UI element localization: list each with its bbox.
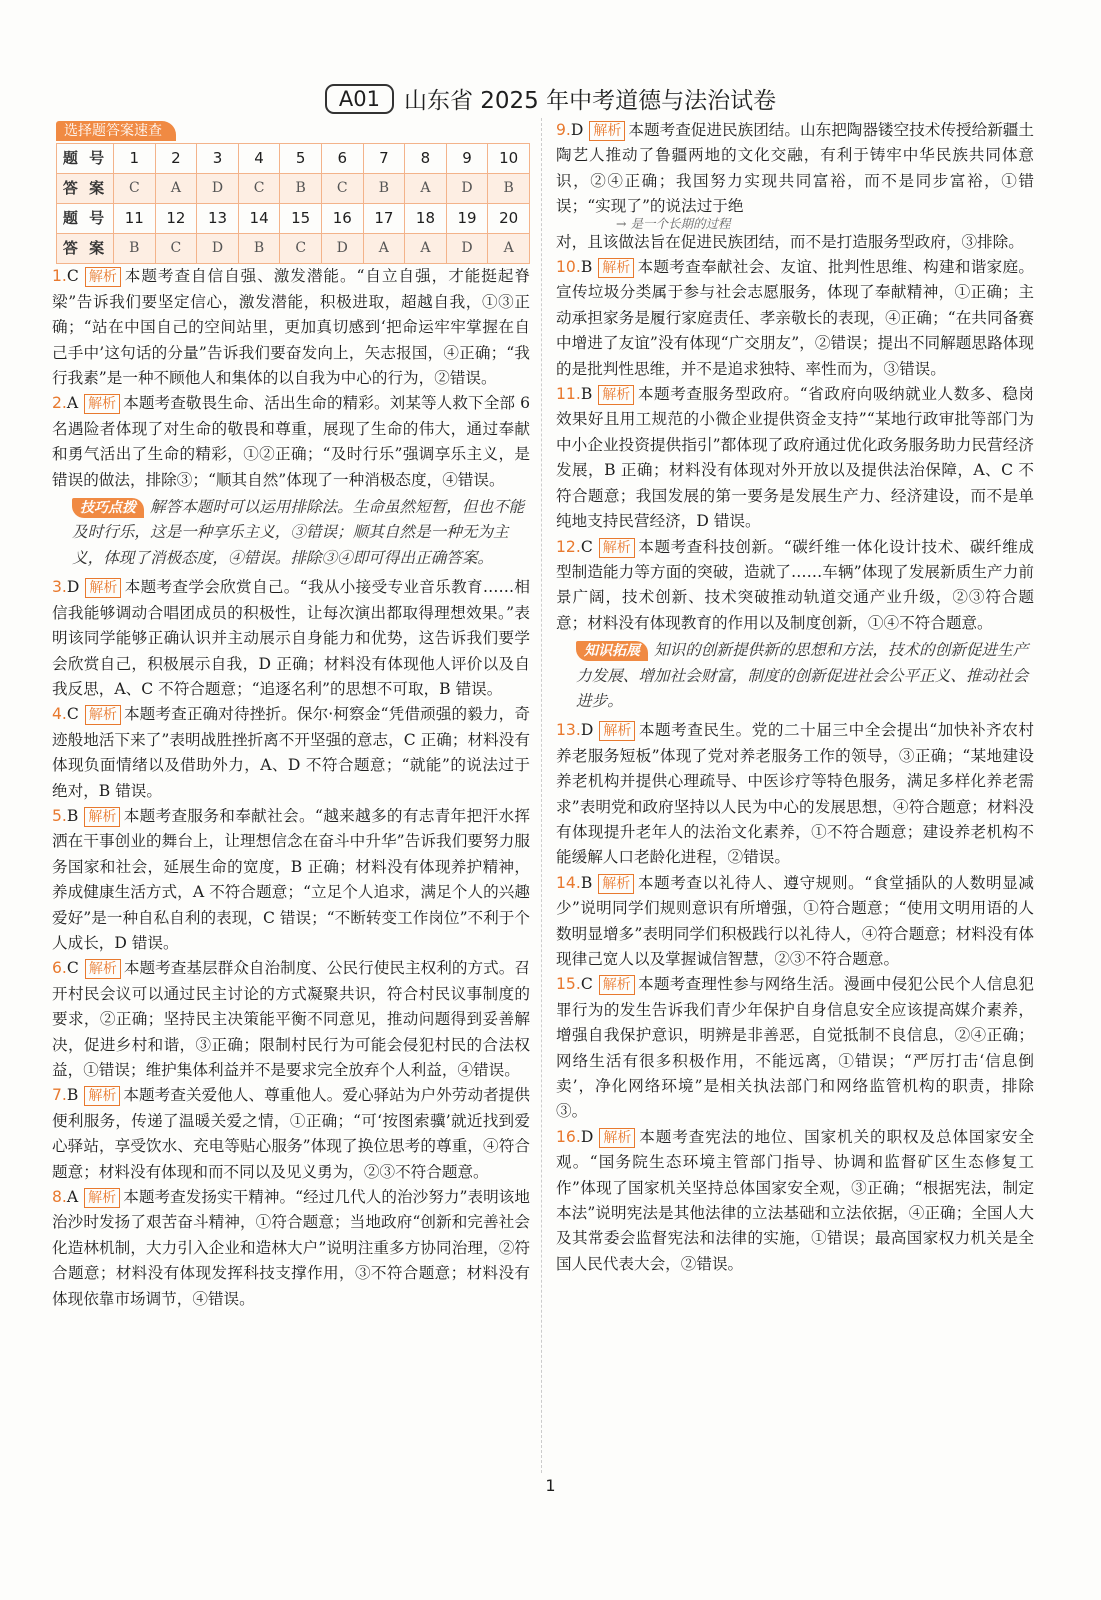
analysis-tag: 解析 bbox=[85, 705, 121, 725]
knowledge-box: 知识拓展 知识的创新提供新的思想和方法，技术的创新促进生产力发展、增加社会财富，制度的创新促进社会公平正义、推动社会进步。 bbox=[576, 641, 1029, 710]
analysis-tag: 解析 bbox=[85, 267, 121, 287]
table-cell: 5 bbox=[280, 144, 322, 174]
question-7: 7.B 解析 本题考查关爱他人、尊重他人。爱心驿站为户外劳动者提供便利服务，传递了温暖关爱之情，①正确；“可‘按图索骥’就近找到爱心驿站，享受饮水、充电等贴心服务”体现了换位思考的尊重，④符合题意；材料没有体现和而不同以及见义勇为，②③不符合题意。 bbox=[52, 1086, 530, 1181]
paper-code: A01 bbox=[325, 84, 394, 114]
analysis-tag: 解析 bbox=[598, 874, 634, 894]
table-cell: 18 bbox=[405, 204, 447, 234]
table-cell: C bbox=[280, 234, 322, 264]
question-9: 9.D 解析 本题考查促进民族团结。山东把陶器镂空技术传授给新疆土陶艺人推动了鲁疆两地的文化交融，有利于铸牢中华民族共同体意识，②④正确；我国努力实现共同富裕，而不是同步富裕，①错误；“实现了”的说法过于绝 bbox=[556, 121, 1034, 216]
table-cell: 2 bbox=[155, 144, 197, 174]
analysis-tag: 解析 bbox=[599, 975, 635, 995]
question-11: 11.B 解析 本题考查服务型政府。“省政府向吸纳就业人数多、稳岗效果好且用工规范的小微企业提供资金支持”“某地行政审批等部门为中小企业投资提供指引”都体现了政府通过优化政务服务助力民营经济发展，B 正确；材料没有体现对外开放以及提供法治保障，A、C 不符合题意；我国发展的第一要务是发展生产力、经济建设，而不是单纯地支持民营经济，D 错误。 bbox=[556, 385, 1034, 531]
table-cell: 11 bbox=[114, 204, 156, 234]
left-column bbox=[52, 118, 530, 1312]
table-row bbox=[57, 234, 530, 264]
table-cell: B bbox=[114, 234, 156, 264]
analysis-tag: 解析 bbox=[598, 385, 634, 405]
analysis-tag: 解析 bbox=[599, 538, 635, 558]
analysis-tag: 解析 bbox=[599, 1128, 635, 1148]
tip-box: 技巧点拨 解答本题时可以运用排除法。生命虽然短暂，但也不能及时行乐，这是一种享乐主义，③错误；顺其自然是一种无为主义，体现了消极态度，④错误。排除③④即可得出正确答案。 bbox=[72, 498, 525, 567]
table-cell: 8 bbox=[405, 144, 447, 174]
handwritten-note: → 是一个长期的过程 bbox=[616, 215, 731, 231]
table-cell: B bbox=[238, 234, 280, 264]
page-title bbox=[0, 82, 1101, 115]
question-2: 2.A 解析 本题考查敬畏生命、活出生命的精彩。刘某等人救下全部 6 名遇险者体现了对生命的敬畏和尊重，展现了生命的伟大，通过奉献和勇气活出了生命的精彩，①②正确；“及时行乐”强调享乐主义，是错误的做法，排除③；“顺其自然”体现了一种消极态度，④错误。 bbox=[52, 394, 530, 489]
question-12: 12.C 解析 本题考查科技创新。“碳纤维一体化设计技术、碳纤维成型制造能力等方面的突破，造就了……车辆”体现了发展新质生产力前景广阔，技术创新、技术突破推动轨道交通产业升级，②③符合题意；材料没有体现教育的作用以及制度创新，①④不符合题意。 bbox=[556, 537, 1034, 632]
question-15: 15.C 解析 本题考查理性参与网络生活。漫画中侵犯公民个人信息犯罪行为的发生告诉我们青少年保护自身信息安全应该提高媒介素养，增强自我保护意识，明辨是非善恶，自觉抵制不良信息，②④正确；网络生活有很多积极作用，不能远离，①错误；“严厉打击‘信息倒卖’，净化网络环境”是相关执法部门和网络监管机构的职责，排除③。 bbox=[556, 975, 1034, 1121]
analysis-tag: 解析 bbox=[85, 578, 121, 598]
question-4: 4.C 解析 本题考查正确对待挫折。保尔·柯察金“凭借顽强的毅力，奇迹般地活下来了”表明战胜挫折离不开坚强的意志，C 正确；材料没有体现负面情绪以及借助外力，A、D 不符合题意；“就能”的说法过于绝对，B 错误。 bbox=[52, 705, 530, 800]
table-cell: 9 bbox=[446, 144, 488, 174]
question-3: 3.D 解析 本题考查学会欣赏自己。“我从小接受专业音乐教育……相信我能够调动合唱团成员的积极性，让每次演出都取得理想效果。”表明该同学能够正确认识并主动展示自身能力和优势，这告诉我们要学会欣赏自己，积极展示自我，D 正确；材料没有体现他人评价以及自我反思，A、C 不符合题意；“追逐名利”的思想不可取，B 错误。 bbox=[52, 578, 530, 698]
column-divider bbox=[541, 118, 542, 1473]
table-cell: A bbox=[155, 174, 197, 204]
table-cell: A bbox=[363, 234, 405, 264]
table-header-cell: 答 案 bbox=[57, 174, 114, 204]
analysis-tag: 解析 bbox=[84, 807, 120, 827]
table-cell: D bbox=[197, 174, 239, 204]
table-cell: 15 bbox=[280, 204, 322, 234]
table-cell: 14 bbox=[238, 204, 280, 234]
question-6: 6.C 解析 本题考查基层群众自治制度、公民行使民主权利的方式。召开村民会议可以通过民主讨论的方式凝聚共识，符合村民议事制度的要求，②正确；坚持民主决策能平衡不同意见，推动问题得到妥善解决，促进乡村和谐，③正确；限制村民行为可能会侵犯村民的合法权益，①错误；维护集体利益并不是要求完全放弃个人利益，④错误。 bbox=[52, 959, 530, 1079]
question-14: 14.B 解析 本题考查以礼待人、遵守规则。“食堂插队的人数明显减少”说明同学们规则意识有所增强，①符合题意；“使用文明用语的人数明显增多”表明同学们积极践行以礼待人，④符合题意；材料没有体现律己宽人以及掌握诚信智慧，②③不符合题意。 bbox=[556, 873, 1034, 968]
table-cell: C bbox=[155, 234, 197, 264]
table-cell: 4 bbox=[238, 144, 280, 174]
table-header-cell: 题 号 bbox=[57, 144, 114, 174]
right-column bbox=[556, 118, 1034, 1277]
analysis-tag: 解析 bbox=[84, 1188, 120, 1208]
knowledge-badge: 知识拓展 bbox=[576, 641, 648, 661]
table-row bbox=[57, 174, 530, 204]
question-8: 8.A 解析 本题考查发扬实干精神。“经过几代人的治沙努力”表明该地治沙时发扬了艰苦奋斗精神，①符合题意；当地政府“创新和完善社会化造林机制，大力引入企业和造林大户”说明注重多方协同治理，②符合题意；材料没有体现发挥科技支撑作用，③不符合题意；材料没有体现依靠市场调节，④错误。 bbox=[52, 1188, 530, 1308]
table-cell: C bbox=[238, 174, 280, 204]
table-cell: 3 bbox=[197, 144, 239, 174]
table-cell: D bbox=[197, 234, 239, 264]
table-cell: C bbox=[114, 174, 156, 204]
answer-table-label: 选择题答案速查 bbox=[56, 121, 176, 141]
tip-badge: 技巧点拨 bbox=[72, 498, 144, 518]
table-row bbox=[57, 144, 530, 174]
table-cell: D bbox=[321, 234, 363, 264]
question-10: 10.B 解析 本题考查奉献社会、友谊、批判性思维、构建和谐家庭。宣传垃圾分类属于参与社会志愿服务，体现了奉献精神，①正确；主动承担家务是履行家庭责任、孝亲敬长的表现，④正确；“在共同备赛中增进了友谊”没有体现“广交朋友”，②错误；提出不同解题思路体现的是批判性思维，并不是追求独特、率性而为，③错误。 bbox=[556, 258, 1034, 378]
question-9-continued: 对，且该做法旨在促进民族团结，而不是打造服务型政府，③排除。 bbox=[556, 232, 1024, 251]
analysis-tag: 解析 bbox=[84, 1086, 120, 1106]
analysis-tag: 解析 bbox=[85, 959, 121, 979]
table-header-cell: 答 案 bbox=[57, 234, 114, 264]
table-cell: 12 bbox=[155, 204, 197, 234]
table-cell: C bbox=[321, 174, 363, 204]
analysis-tag: 解析 bbox=[84, 394, 120, 414]
table-cell: 20 bbox=[488, 204, 530, 234]
table-cell: D bbox=[446, 234, 488, 264]
question-13: 13.D 解析 本题考查民生。党的二十届三中全会提出“加快补齐农村养老服务短板”体现了党对养老服务工作的领导，③正确；“某地建设养老机构并提供心理疏导、中医诊疗等特色服务，满足多样化养老需求”表明党和政府坚持以人民为中心的发展思想，④符合题意；材料没有体现提升老年人的法治文化素养，①不符合题意；建设养老机构不能缓解人口老龄化进程，②错误。 bbox=[556, 721, 1034, 867]
table-cell: D bbox=[446, 174, 488, 204]
table-cell: 10 bbox=[488, 144, 530, 174]
table-cell: A bbox=[405, 174, 447, 204]
question-5: 5.B 解析 本题考查服务和奉献社会。“越来越多的有志青年把汗水挥洒在干事创业的舞台上，让理想信念在奋斗中升华”告诉我们要努力服务国家和社会，延展生命的宽度，B 正确；材料没有体现养护精神，养成健康生活方式，A 不符合题意；“立足个人追求，满足个人的兴趣爱好”是一种自私自利的表现，C 错误；“不断转变工作岗位”不利于个人成长，D 错误。 bbox=[52, 806, 530, 952]
answer-table bbox=[56, 143, 530, 264]
table-cell: 7 bbox=[363, 144, 405, 174]
question-1: 1.C 解析 本题考查自信自强、激发潜能。“自立自强，才能挺起脊梁”告诉我们要坚定信心，激发潜能，积极进取，超越自我，①③正确；“站在中国自己的空间站里，更加真切感到‘把命运牢牢掌握在自己手中’这句话的分量”告诉我们要奋发向上，矢志报国，④正确；“我行我素”是一种不顾他人和集体的以自我为中心的行为，②错误。 bbox=[52, 267, 530, 388]
table-cell: 13 bbox=[197, 204, 239, 234]
analysis-tag: 解析 bbox=[599, 721, 635, 741]
table-cell: 16 bbox=[321, 204, 363, 234]
table-cell: 17 bbox=[363, 204, 405, 234]
table-cell: 19 bbox=[446, 204, 488, 234]
table-header-cell: 题 号 bbox=[57, 204, 114, 234]
table-row bbox=[57, 204, 530, 234]
paper-title: 山东省 2025 年中考道德与法治试卷 bbox=[403, 88, 777, 114]
question-16: 16.D 解析 本题考查宪法的地位、国家机关的职权及总体国家安全观。“国务院生态环境主管部门指导、协调和监督矿区生态修复工作”体现了国家机关坚持总体国家安全观，③正确；“根据宪法，制定本法”说明宪法是其他法律的立法基础和立法依据，④正确；全国人大及其常委会监督宪法和法律的实施，①错误；最高国家权力机关是全国人民代表大会，②错误。 bbox=[556, 1127, 1034, 1273]
table-cell: A bbox=[405, 234, 447, 264]
analysis-tag: 解析 bbox=[589, 121, 625, 141]
table-cell: 6 bbox=[321, 144, 363, 174]
table-cell: 1 bbox=[114, 144, 156, 174]
table-cell: A bbox=[488, 234, 530, 264]
table-cell: B bbox=[280, 174, 322, 204]
page-number: 1 bbox=[545, 1476, 556, 1495]
analysis-tag: 解析 bbox=[598, 258, 634, 278]
table-cell: B bbox=[363, 174, 405, 204]
table-cell: B bbox=[488, 174, 530, 204]
